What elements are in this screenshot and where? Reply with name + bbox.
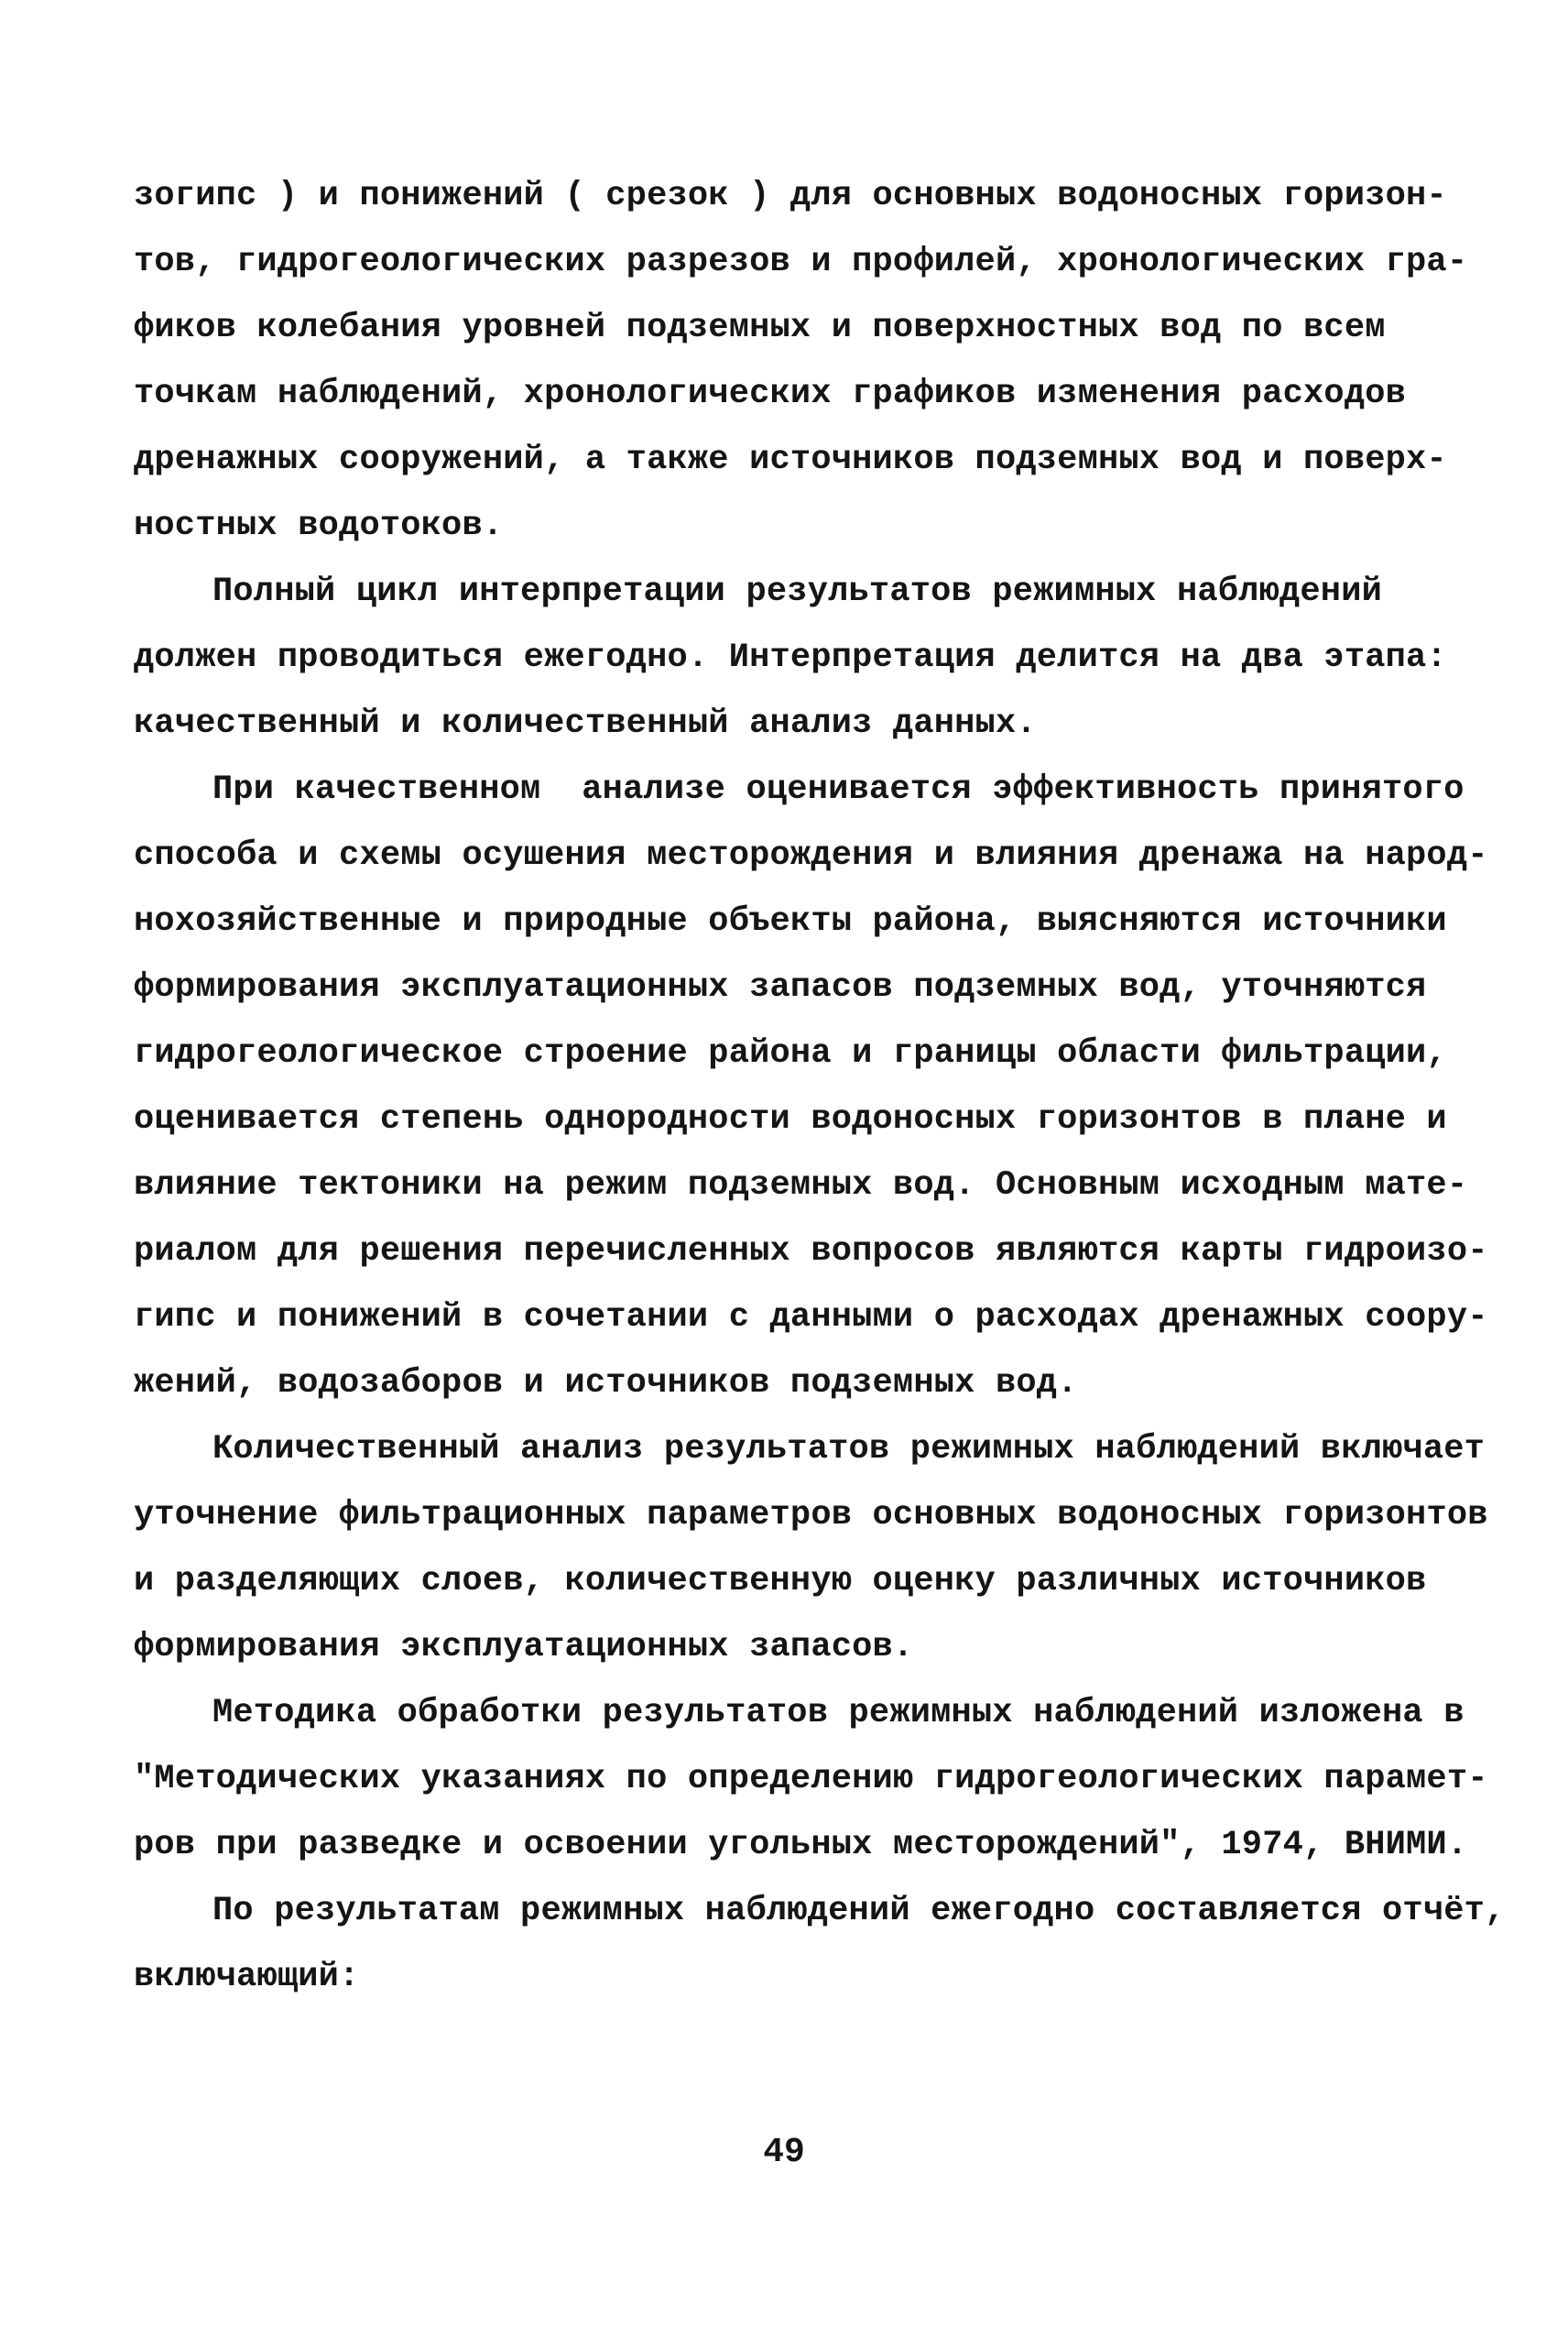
text-line: риалом для решения перечисленных вопросов являются карты гидроизо- bbox=[134, 1232, 1488, 1271]
text-line: включающий: bbox=[134, 1958, 360, 1996]
text-line: дренажных сооружений, а также источников подземных вод и поверх- bbox=[134, 441, 1447, 479]
paragraph-first-line: По результатам режимных наблюдений ежегодно составляется отчёт, bbox=[212, 1892, 1506, 1930]
page-number: 49 bbox=[763, 2133, 805, 2172]
text-line: гидрогеологическое строение района и границы области фильтрации, bbox=[134, 1034, 1447, 1073]
text-line: оценивается степень однородности водоносных горизонтов в плане и bbox=[134, 1100, 1447, 1139]
text-line: фиков колебания уровней подземных и поверхностных вод по всем bbox=[134, 309, 1386, 347]
paragraph-first-line: Количественный анализ результатов режимных наблюдений включает bbox=[212, 1430, 1486, 1469]
text-line: уточнение фильтрационных параметров основных водоносных горизонтов bbox=[134, 1496, 1488, 1534]
text-line: качественный и количественный анализ данных. bbox=[134, 704, 1037, 743]
text-line: ров при разведке и освоении угольных месторождений", 1974, ВНИМИ. bbox=[134, 1826, 1468, 1864]
paragraph-first-line: При качественном анализе оценивается эффективность принятого bbox=[212, 770, 1465, 809]
text-line: формирования эксплуатационных запасов подземных вод, уточняются bbox=[134, 968, 1427, 1007]
text-line: способа и схемы осушения месторождения и влияния дренажа на народ- bbox=[134, 836, 1488, 875]
text-line: тов, гидрогеологических разрезов и профилей, хронологических гра- bbox=[134, 243, 1468, 281]
text-line: нохозяйственные и природные объекты района, выясняются источники bbox=[134, 902, 1447, 941]
text-line: гипс и понижений в сочетании с данными о расходах дренажных соору- bbox=[134, 1298, 1488, 1337]
text-line: точкам наблюдений, хронологических графиков изменения расходов bbox=[134, 375, 1407, 413]
paragraph-first-line: Методика обработки результатов режимных наблюдений изложена в bbox=[212, 1694, 1465, 1732]
text-line: "Методических указаниях по определению гидрогеологических парамет- bbox=[134, 1760, 1488, 1798]
text-line: жений, водозаборов и источников подземных вод. bbox=[134, 1364, 1078, 1403]
text-line: и разделяющих слоев, количественную оценку различных источников bbox=[134, 1562, 1427, 1600]
text-line: должен проводиться ежегодно. Интерпретация делится на два этапа: bbox=[134, 639, 1447, 677]
text-line: зогипс ) и понижений ( срезок ) для основных водоносных горизон- bbox=[134, 177, 1447, 215]
text-line: ностных водотоков. bbox=[134, 507, 504, 545]
paragraph-first-line: Полный цикл интерпретации результатов режимных наблюдений bbox=[212, 573, 1383, 611]
text-line: влияние тектоники на режим подземных вод. Основным исходным мате- bbox=[134, 1166, 1468, 1205]
text-line: формирования эксплуатационных запасов. bbox=[134, 1628, 914, 1666]
